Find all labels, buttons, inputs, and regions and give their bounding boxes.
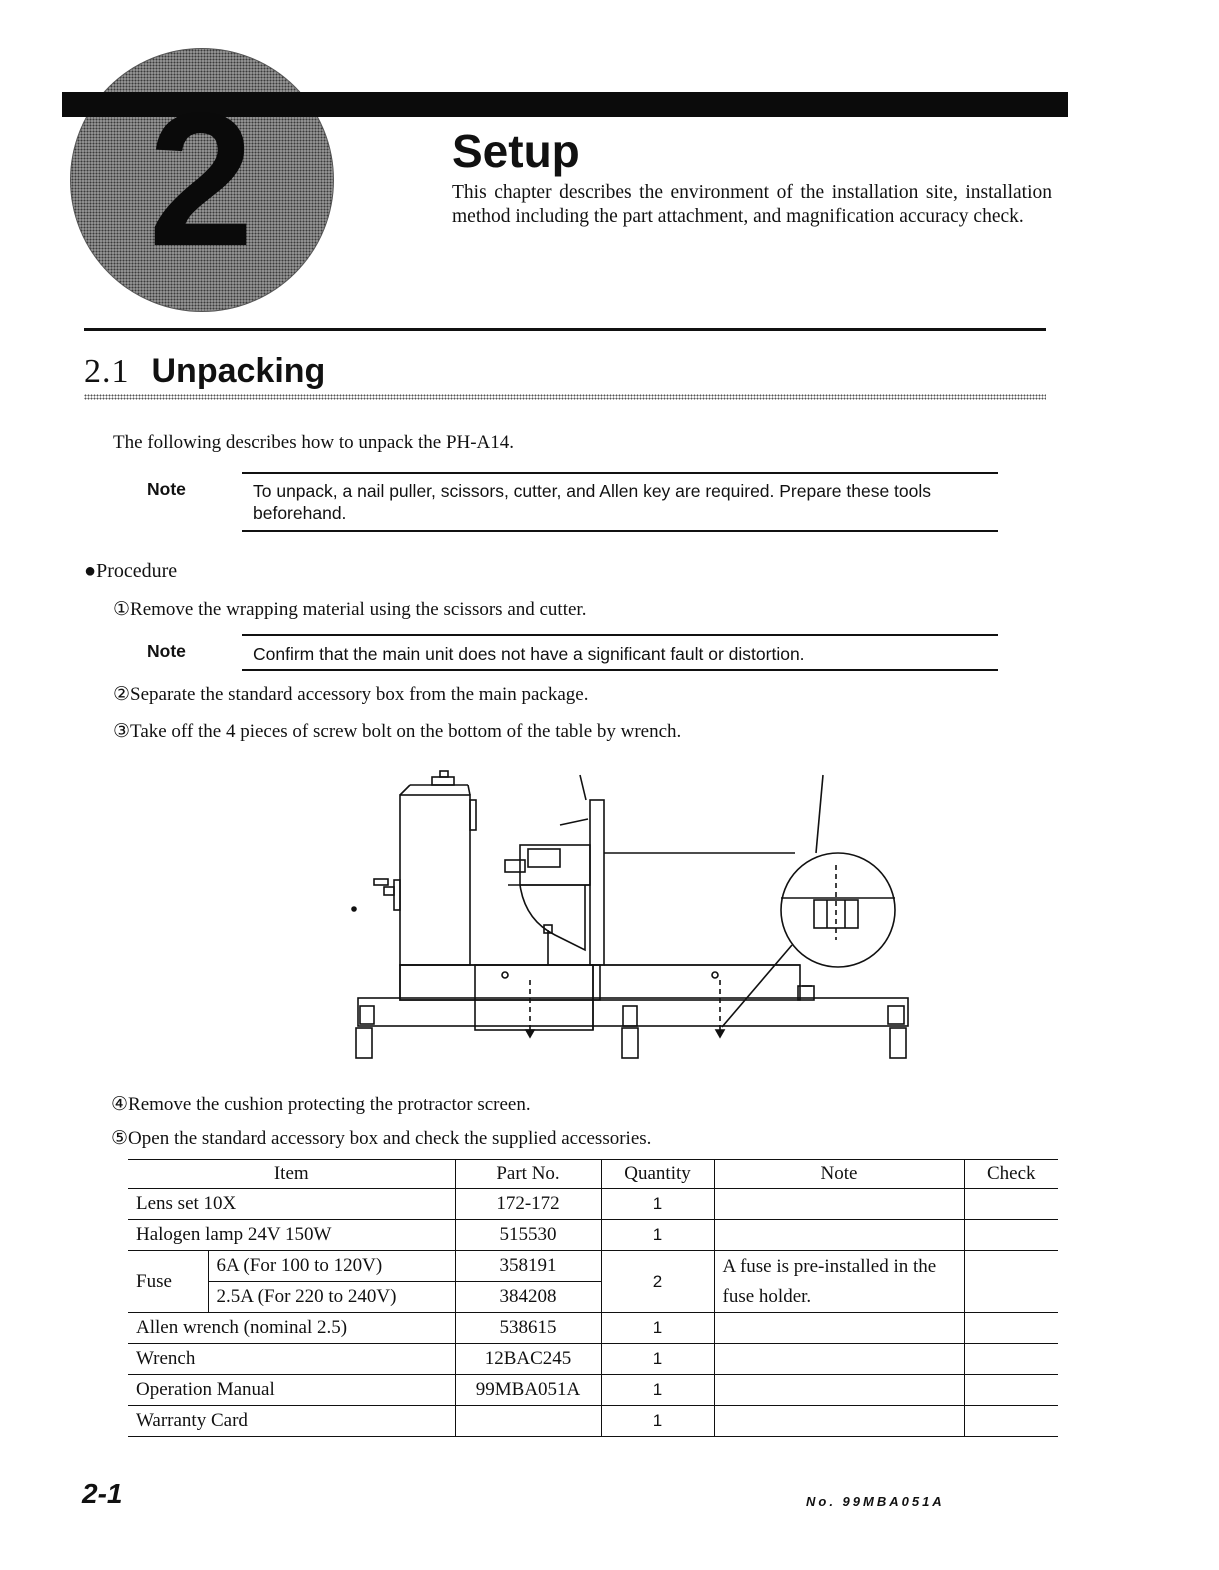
note-cell xyxy=(714,1220,964,1251)
chapter-divider xyxy=(84,328,1046,331)
procedure-step-1: ①Remove the wrapping material using the scissors and cutter. xyxy=(113,599,587,620)
check-cell xyxy=(964,1344,1058,1375)
item-cell: Operation Manual xyxy=(128,1375,455,1406)
table-row xyxy=(128,1220,1058,1251)
note-label: Note xyxy=(147,641,186,661)
section-title: Unpacking xyxy=(151,352,326,390)
note-text: Confirm that the main unit does not have a significant fault or distortion. xyxy=(253,644,805,664)
item-cell: Wrench xyxy=(128,1344,455,1375)
sub-item-cell: 2.5A (For 220 to 240V) xyxy=(208,1282,455,1313)
item-cell: Fuse xyxy=(128,1251,208,1313)
table-row xyxy=(128,1406,1058,1437)
note-cell xyxy=(714,1406,964,1437)
procedure-step-5: ⑤Open the standard accessory box and check the supplied accessories. xyxy=(111,1128,652,1149)
item-cell: Lens set 10X xyxy=(128,1189,455,1220)
column-header: Quantity xyxy=(601,1160,714,1189)
part-no-cell: 358191 xyxy=(455,1251,601,1282)
procedure-step-4: ④Remove the cushion protecting the protractor screen. xyxy=(111,1094,531,1115)
chapter-number: 2 xyxy=(148,74,254,286)
page-number: 2-1 xyxy=(82,1478,123,1509)
section-number: 2.1 xyxy=(84,353,130,390)
unpacking-figure xyxy=(340,765,920,1070)
note-rule-top xyxy=(242,634,998,636)
quantity-cell: 1 xyxy=(601,1313,714,1344)
quantity-cell: 1 xyxy=(601,1375,714,1406)
chapter-title: Setup xyxy=(452,125,580,177)
check-cell xyxy=(964,1406,1058,1437)
table-row xyxy=(128,1313,1058,1344)
foot xyxy=(356,1028,372,1058)
note-rule-bottom xyxy=(242,530,998,532)
part-no-cell: 172-172 xyxy=(455,1189,601,1220)
quantity-cell: 1 xyxy=(601,1220,714,1251)
note-text: To unpack, a nail puller, scissors, cutter, and Allen key are required. Prepare these tools beforehand. xyxy=(253,481,932,523)
note-cell: A fuse is pre-installed in the fuse holder. xyxy=(714,1251,964,1313)
note-cell xyxy=(714,1375,964,1406)
note-label: Note xyxy=(147,479,186,499)
column-header: Item xyxy=(128,1160,455,1189)
foot xyxy=(622,1028,638,1058)
table-row xyxy=(128,1344,1058,1375)
note-cell xyxy=(714,1189,964,1220)
check-cell xyxy=(964,1189,1058,1220)
part-no-cell: 99MBA051A xyxy=(455,1375,601,1406)
note-cell xyxy=(714,1344,964,1375)
part-no-cell: 538615 xyxy=(455,1313,601,1344)
table-row xyxy=(128,1251,1058,1282)
check-cell xyxy=(964,1251,1058,1313)
item-cell: Warranty Card xyxy=(128,1406,455,1437)
column-header: Check xyxy=(964,1160,1058,1189)
chapter-description: This chapter describes the environment of the installation site, installation method including the part attachment, and magnification accuracy check. xyxy=(452,182,1052,227)
part-no-cell: 384208 xyxy=(455,1282,601,1313)
section-divider xyxy=(84,394,1046,400)
quantity-cell: 1 xyxy=(601,1406,714,1437)
table-row xyxy=(128,1375,1058,1406)
check-cell xyxy=(964,1375,1058,1406)
foot xyxy=(890,1028,906,1058)
quantity-cell: 1 xyxy=(601,1189,714,1220)
column-header: Part No. xyxy=(455,1160,601,1189)
table-row xyxy=(128,1189,1058,1220)
check-cell xyxy=(964,1220,1058,1251)
quantity-cell: 2 xyxy=(601,1251,714,1313)
note-cell xyxy=(714,1313,964,1344)
main-body xyxy=(400,795,470,965)
sub-item-cell: 6A (For 100 to 120V) xyxy=(208,1251,455,1282)
section-heading xyxy=(84,352,325,391)
document-number: No. 99MBA051A xyxy=(806,1494,945,1509)
accessory-table xyxy=(128,1159,1058,1437)
part-no-cell: 515530 xyxy=(455,1220,601,1251)
procedure-step-3: ③Take off the 4 pieces of screw bolt on the bottom of the table by wrench. xyxy=(113,721,682,742)
column-header: Note xyxy=(714,1160,964,1189)
note-rule-top xyxy=(242,472,998,474)
item-cell: Halogen lamp 24V 150W xyxy=(128,1220,455,1251)
procedure-heading: ●Procedure xyxy=(84,560,178,582)
part-no-cell xyxy=(455,1406,601,1437)
detail-callout xyxy=(781,853,895,967)
quantity-cell: 1 xyxy=(601,1344,714,1375)
procedure-step-2: ②Separate the standard accessory box from the main package. xyxy=(113,684,589,705)
part-no-cell: 12BAC245 xyxy=(455,1344,601,1375)
base-frame xyxy=(358,998,908,1026)
section-intro: The following describes how to unpack the PH-A14. xyxy=(113,432,515,453)
check-cell xyxy=(964,1313,1058,1344)
item-cell: Allen wrench (nominal 2.5) xyxy=(128,1313,455,1344)
table-header-row xyxy=(128,1160,1058,1189)
note-rule-bottom xyxy=(242,669,998,671)
